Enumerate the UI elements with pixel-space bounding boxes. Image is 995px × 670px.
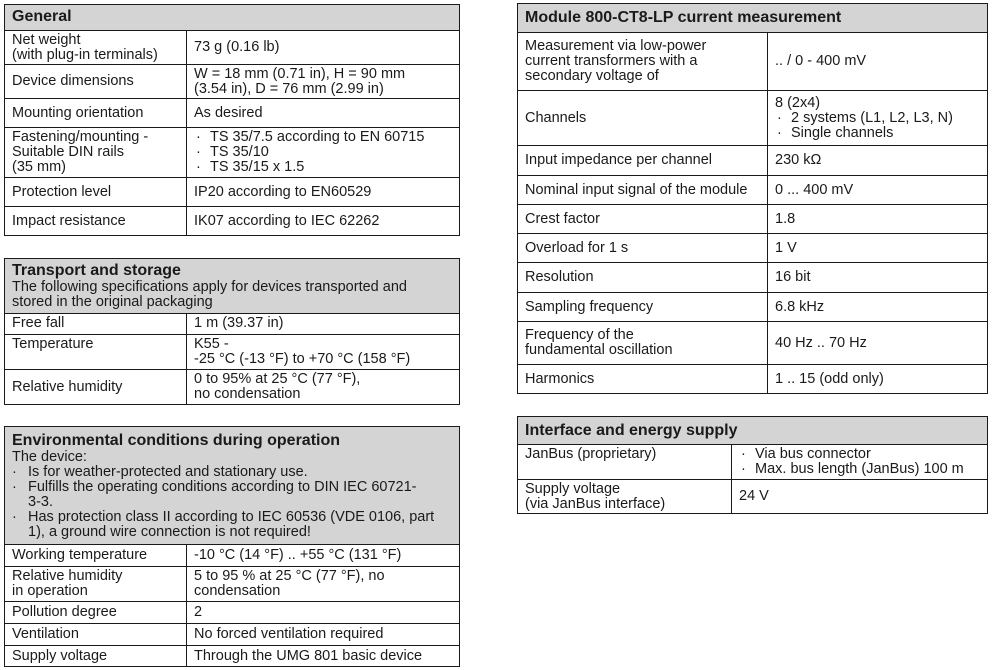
bullet-icon: · [741,461,746,477]
label-line: (35 mm) [12,159,66,175]
table-row [518,263,987,293]
value-line: -10 °C (14 °F) .. +55 °C (131 °F) [194,547,402,563]
label-line: Relative humidity [12,568,123,584]
row-label [5,370,187,404]
row-label [5,545,187,566]
value-line: 6.8 kHz [775,298,825,315]
bullet-text: Max. bus length (JanBus) 100 m [755,461,964,477]
bullet-item [194,160,452,175]
value-line: As desired [194,104,263,121]
label-line: Sampling frequency [525,298,654,315]
table-row [518,365,987,393]
bullet-icon: · [777,124,782,141]
row-label [518,263,768,292]
row-value [768,293,987,321]
value-line: No forced ventilation required [194,626,384,642]
value-line: K55 - [194,336,229,352]
transport-table [4,258,460,405]
table-row [5,178,459,207]
bullet-item [739,447,871,462]
value-line: 0 ... 400 mV [775,181,854,198]
label-line: Suitable DIN rails [12,144,125,160]
row-label [518,91,768,145]
row-label [5,207,187,235]
label-line: in operation [12,583,88,599]
label-line: fundamental oscillation [525,342,673,358]
table-row [5,31,459,65]
interface-title: Interface and energy supply [525,422,738,439]
general-title: General [12,8,72,25]
label-line: Supply voltage [525,480,621,497]
bullet-icon: · [741,446,746,462]
bullet-item [739,462,964,477]
bullet-text: Is for weather-protected and stationary use. [28,464,308,480]
label-line: current transformers with a [525,53,698,69]
row-value [768,33,987,90]
label-line: Crest factor [525,210,600,227]
module-header [518,4,987,33]
bullet-item [194,130,452,145]
label-line: Supply voltage [12,648,108,664]
bullet-text: 1), a ground wire connection is not required! [28,524,311,540]
row-label [5,99,187,127]
value-line: condensation [194,583,281,599]
row-value [768,234,987,262]
bullet-icon: · [12,479,17,495]
row-value [187,646,459,667]
row-value [768,205,987,233]
label-line: Resolution [525,269,594,285]
interface-table [517,416,988,514]
row-value [732,445,987,479]
bullet-text: Via bus connector [755,446,871,462]
bullet-text: 3-3. [28,494,53,510]
label-line: Mounting orientation [12,104,144,121]
bullet-text: TS 35/7.5 according to EN 60715 [210,129,425,145]
label-line: Device dimensions [12,73,134,89]
value-line: IK07 according to IEC 62262 [194,212,380,229]
label-line: Net weight [12,31,81,48]
interface-header [518,417,987,445]
label-line: Harmonics [525,370,595,387]
module-table [517,3,988,394]
table-row [5,624,459,646]
row-label [5,646,187,667]
bullet-item [194,145,452,160]
value-line: 5 to 95 % at 25 °C (77 °F), no [194,568,385,584]
bullet-text: TS 35/10 [210,144,269,160]
row-label [518,33,768,90]
table-row [5,128,459,178]
row-label [518,234,768,262]
row-value [187,65,459,98]
table-row [5,567,459,602]
value-line: Through the UMG 801 basic device [194,648,423,664]
row-label [5,624,187,645]
bullet-icon: · [12,464,17,480]
transport-subtitle-line: The following specifications apply for devices transported and [12,279,407,295]
value-line: 1 m (39.37 in) [194,315,284,331]
table-row [5,314,459,335]
value-line: 16 bit [775,269,811,285]
bullet-item [775,111,980,126]
label-line: Fastening/mounting - [12,129,149,145]
table-row [518,33,987,91]
label-line: Pollution degree [12,604,117,620]
row-label [5,567,187,601]
bullet-item [12,510,452,540]
bullet-icon: · [196,144,201,160]
row-value [768,263,987,292]
row-label [5,65,187,98]
label-line: Input impedance per channel [525,152,713,168]
table-row [518,205,987,234]
row-value [187,128,459,177]
bullet-icon: · [196,159,201,175]
label-line: JanBus (proprietary) [525,446,657,462]
label-line: Channels [525,109,587,126]
label-line: Frequency of the [525,327,634,343]
value-line: 8 (2x4) [775,94,821,111]
table-row [518,293,987,322]
row-value [187,335,459,369]
table-row [518,322,987,365]
bullet-text: TS 35/15 x 1.5 [210,159,305,175]
value-line: .. / 0 - 400 mV [775,53,867,69]
label-line: Relative humidity [12,378,123,395]
environmental-intro: The device: [12,449,87,465]
label-line: Overload for 1 s [525,239,629,256]
table-row [5,602,459,624]
row-label [518,480,732,513]
row-value [187,567,459,601]
value-line: 1 .. 15 (odd only) [775,370,884,387]
row-value [187,370,459,404]
row-value [732,480,987,513]
table-row [518,146,987,176]
row-value [768,322,987,364]
row-value [187,602,459,623]
value-line: no condensation [194,386,301,402]
row-label [5,335,187,369]
label-line: Protection level [12,183,112,200]
row-label [518,146,768,175]
row-value [768,176,987,204]
environmental-title: Environmental conditions during operation [12,432,341,449]
table-row [5,65,459,99]
row-label [518,176,768,204]
label-line: Temperature [12,336,94,352]
table-row [5,335,459,370]
row-value [187,178,459,206]
environmental-table [4,426,460,667]
row-value [187,31,459,64]
value-line: 1.8 [775,210,796,227]
row-label [5,314,187,334]
label-line: Free fall [12,315,65,331]
row-label [5,178,187,206]
table-row [518,445,987,480]
label-line: Ventilation [12,626,79,642]
table-row [5,99,459,128]
row-label [518,205,768,233]
row-label [518,365,768,393]
value-line: IP20 according to EN60529 [194,183,372,200]
bullet-text: 2 systems (L1, L2, L3, N) [791,109,953,126]
bullet-text: Has protection class II according to IEC 60536 (VDE 0106, part [28,509,435,525]
value-line: 230 kΩ [775,152,822,168]
row-label [518,322,768,364]
row-label [518,293,768,321]
row-value [187,314,459,334]
value-line: 24 V [739,488,769,504]
transport-subtitle-line: stored in the original packaging [12,294,213,310]
row-value [187,207,459,235]
row-value [768,365,987,393]
bullet-text: Single channels [791,124,894,141]
value-line: 0 to 95% at 25 °C (77 °F), [194,371,361,387]
value-line: (3.54 in), D = 76 mm (2.99 in) [194,80,384,97]
label-line: secondary voltage of [525,68,659,84]
value-line: W = 18 mm (0.71 in), H = 90 mm [194,65,406,82]
row-label [518,445,732,479]
general-table [4,4,460,236]
row-label [5,602,187,623]
transport-title: Transport and storage [12,262,181,279]
label-line: Working temperature [12,547,148,563]
row-value [187,99,459,127]
label-line: Nominal input signal of the module [525,181,748,198]
environmental-header [5,427,459,545]
bullet-item [775,126,980,141]
row-value [768,146,987,175]
bullet-text: Fulfills the operating conditions according to DIN IEC 60721- [28,479,417,495]
table-row [518,91,987,146]
label-line: Measurement via low-power [525,38,707,54]
label-line: (with plug-in terminals) [12,46,158,63]
table-row [5,207,459,235]
value-line: 73 g (0.16 lb) [194,39,280,55]
row-value [187,624,459,645]
row-label [5,31,187,64]
value-line: -25 °C (-13 °F) to +70 °C (158 °F) [194,351,411,367]
table-row [5,646,459,667]
row-value [768,91,987,145]
table-row [518,480,987,513]
label-line: Impact resistance [12,212,126,229]
bullet-icon: · [12,509,17,525]
table-row [518,234,987,263]
value-line: 40 Hz .. 70 Hz [775,334,867,351]
row-label [5,128,187,177]
value-line: 1 V [775,239,797,256]
transport-header [5,259,459,314]
bullet-item [12,465,452,480]
label-line: (via JanBus interface) [525,495,666,512]
value-line: 2 [194,604,203,620]
bullet-item [12,480,452,510]
bullet-icon: · [777,109,782,126]
row-value [187,545,459,566]
general-header [5,5,459,31]
table-row [518,176,987,205]
module-title: Module 800-CT8-LP current measurement [525,9,842,26]
bullet-icon: · [196,129,201,145]
table-row [5,545,459,567]
table-row [5,370,459,404]
